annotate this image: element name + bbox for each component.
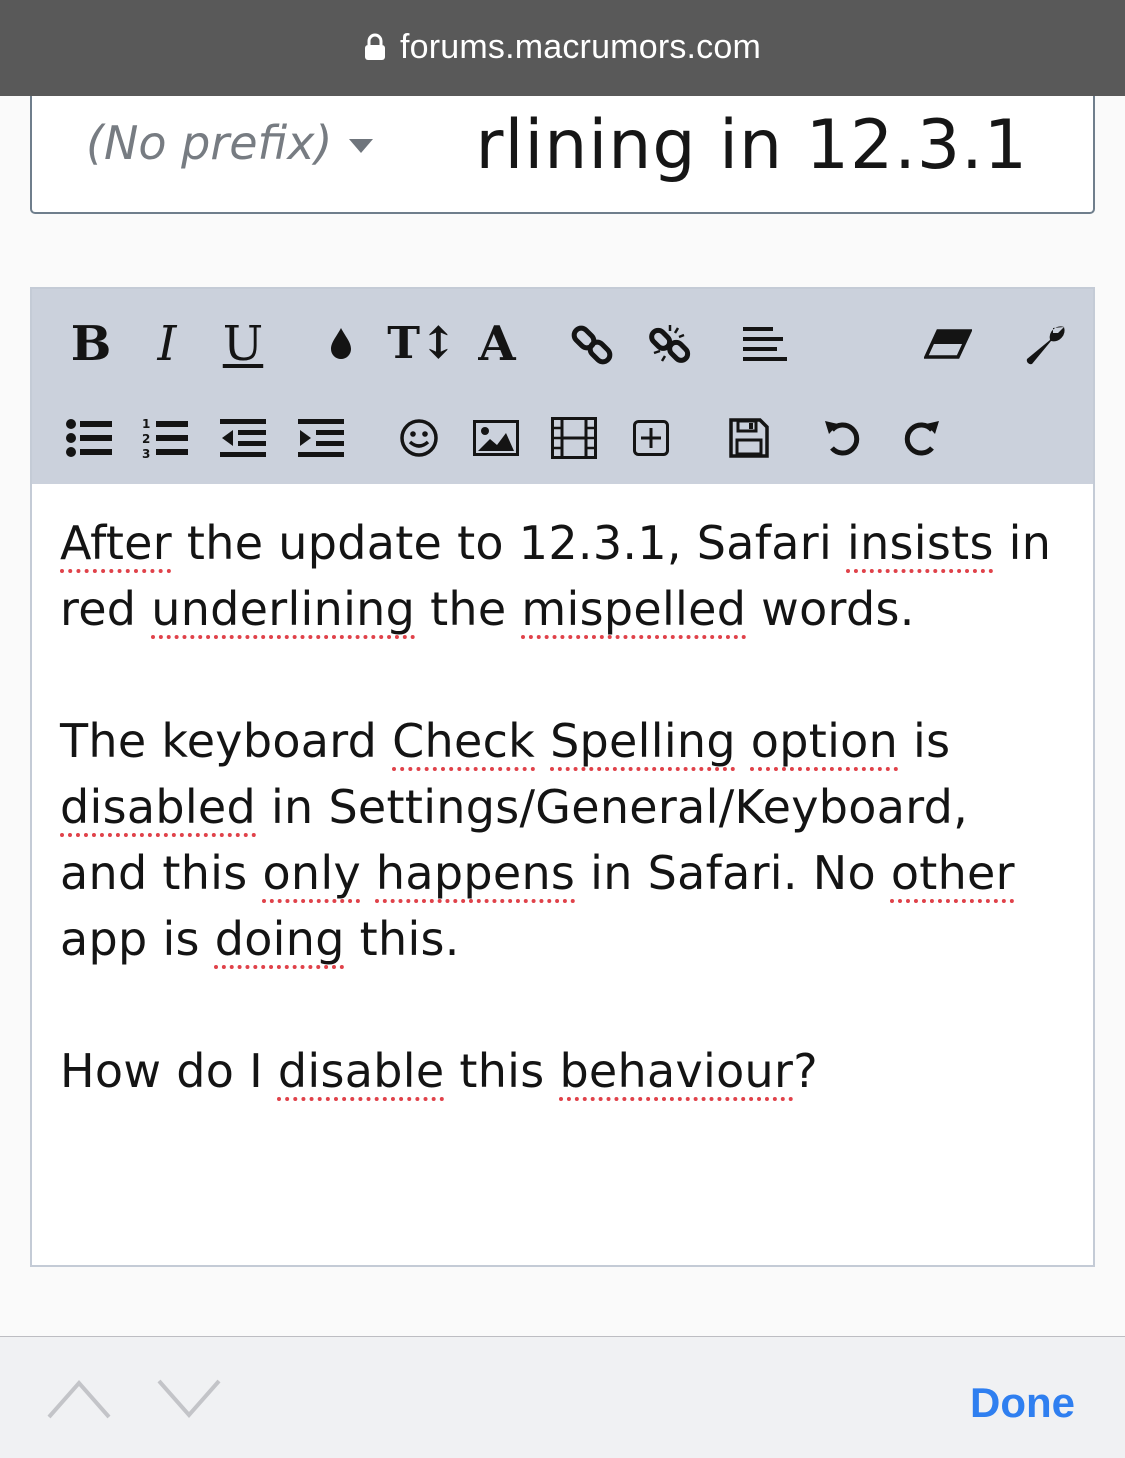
chevron-down-icon[interactable]	[156, 1377, 222, 1421]
text-color-button[interactable]	[318, 321, 364, 367]
url-text: forums.macrumors.com	[399, 27, 762, 66]
numbered-list-icon	[142, 417, 188, 459]
spellcheck-flagged-word[interactable]: doing	[214, 912, 345, 966]
thread-title-value: rlining in 12.3.1	[475, 106, 1028, 185]
done-button[interactable]: Done	[970, 1379, 1075, 1426]
italic-button[interactable]	[142, 316, 192, 372]
plus-square-icon	[633, 420, 669, 456]
spellcheck-flagged-word[interactable]: other	[890, 846, 1015, 900]
save-draft-button[interactable]	[724, 411, 774, 465]
image-icon	[473, 420, 519, 456]
unlink-icon	[648, 323, 692, 367]
floppy-disk-icon	[729, 418, 769, 458]
font-family-button[interactable]	[472, 316, 522, 372]
smilie-button[interactable]	[394, 413, 444, 463]
spellcheck-flagged-word[interactable]: Spelling	[550, 714, 736, 768]
prefix-label: (No prefix)	[86, 116, 333, 170]
spellcheck-flagged-word[interactable]: only	[262, 846, 361, 900]
spellcheck-flagged-word[interactable]: disable	[277, 1044, 445, 1098]
unlink-button[interactable]	[644, 319, 696, 371]
wrench-icon	[1024, 323, 1068, 367]
align-icon	[743, 327, 787, 361]
paragraph-1: After the update to 12.3.1, Safari insists in red underlining the mispelled words.	[60, 516, 1052, 636]
media-button[interactable]	[548, 411, 600, 465]
svg-text:1: 1	[142, 417, 151, 431]
redo-button[interactable]	[896, 413, 946, 463]
paragraph-3: How do I disable this behaviour?	[60, 1044, 818, 1098]
undo-icon	[823, 418, 863, 458]
indent-icon	[298, 419, 344, 457]
spellcheck-flagged-word[interactable]: insists	[846, 516, 994, 570]
underline-button[interactable]	[218, 316, 268, 372]
link-icon	[570, 323, 614, 367]
insert-button[interactable]	[628, 413, 674, 463]
font-size-icon: T↕	[387, 318, 457, 369]
bold-button[interactable]	[66, 316, 116, 372]
svg-text:3: 3	[142, 447, 151, 459]
smilie-icon	[399, 418, 439, 458]
bold-icon: B	[70, 316, 112, 372]
tools-button[interactable]	[1018, 319, 1074, 371]
svg-text:2: 2	[142, 432, 151, 446]
prefix-dropdown[interactable]	[86, 116, 374, 170]
text-color-icon	[328, 326, 354, 362]
remove-format-button[interactable]	[920, 319, 976, 369]
chevron-up-icon[interactable]	[46, 1377, 112, 1421]
message-editor[interactable]	[30, 484, 1095, 1267]
message-body[interactable]	[60, 510, 1070, 1170]
spellcheck-flagged-word[interactable]: mispelled	[521, 582, 747, 636]
image-button[interactable]	[470, 413, 522, 463]
thread-title-input[interactable]	[428, 96, 1088, 212]
outdent-icon	[220, 419, 266, 457]
lock-icon	[364, 33, 386, 61]
spellcheck-flagged-word[interactable]: option	[750, 714, 899, 768]
thread-title-field[interactable]	[30, 96, 1095, 214]
spellcheck-flagged-word[interactable]: happens	[375, 846, 576, 900]
keyboard-accessory-bar	[0, 1336, 1125, 1458]
editor-toolbar	[30, 287, 1095, 484]
spellcheck-flagged-word[interactable]: After	[60, 516, 172, 570]
spellcheck-flagged-word[interactable]: disabled	[60, 780, 257, 834]
film-icon	[551, 417, 597, 459]
caret-down-icon	[348, 138, 374, 154]
undo-button[interactable]	[818, 413, 868, 463]
paragraph-2: The keyboard Check Spelling option is disabled in Settings/General/Keyboard, and this only happens in Safari. No other app is doing this.	[60, 714, 1015, 966]
redo-icon	[901, 418, 941, 458]
bullet-list-button[interactable]	[64, 413, 114, 463]
spellcheck-flagged-word[interactable]: behaviour	[559, 1044, 794, 1098]
spellcheck-flagged-word[interactable]: Check	[392, 714, 536, 768]
underline-icon: U	[222, 316, 264, 372]
indent-button[interactable]	[296, 413, 346, 463]
spellcheck-flagged-word[interactable]: underlining	[151, 582, 416, 636]
align-button[interactable]	[740, 321, 790, 367]
outdent-button[interactable]	[218, 413, 268, 463]
font-family-icon: A	[478, 316, 516, 372]
font-size-button[interactable]	[387, 318, 457, 369]
numbered-list-button[interactable]	[140, 411, 190, 465]
eraser-icon	[924, 329, 972, 359]
link-button[interactable]	[566, 319, 618, 371]
browser-url-bar[interactable]	[0, 0, 1125, 96]
italic-icon: I	[157, 316, 177, 372]
bullet-list-icon	[66, 419, 112, 457]
